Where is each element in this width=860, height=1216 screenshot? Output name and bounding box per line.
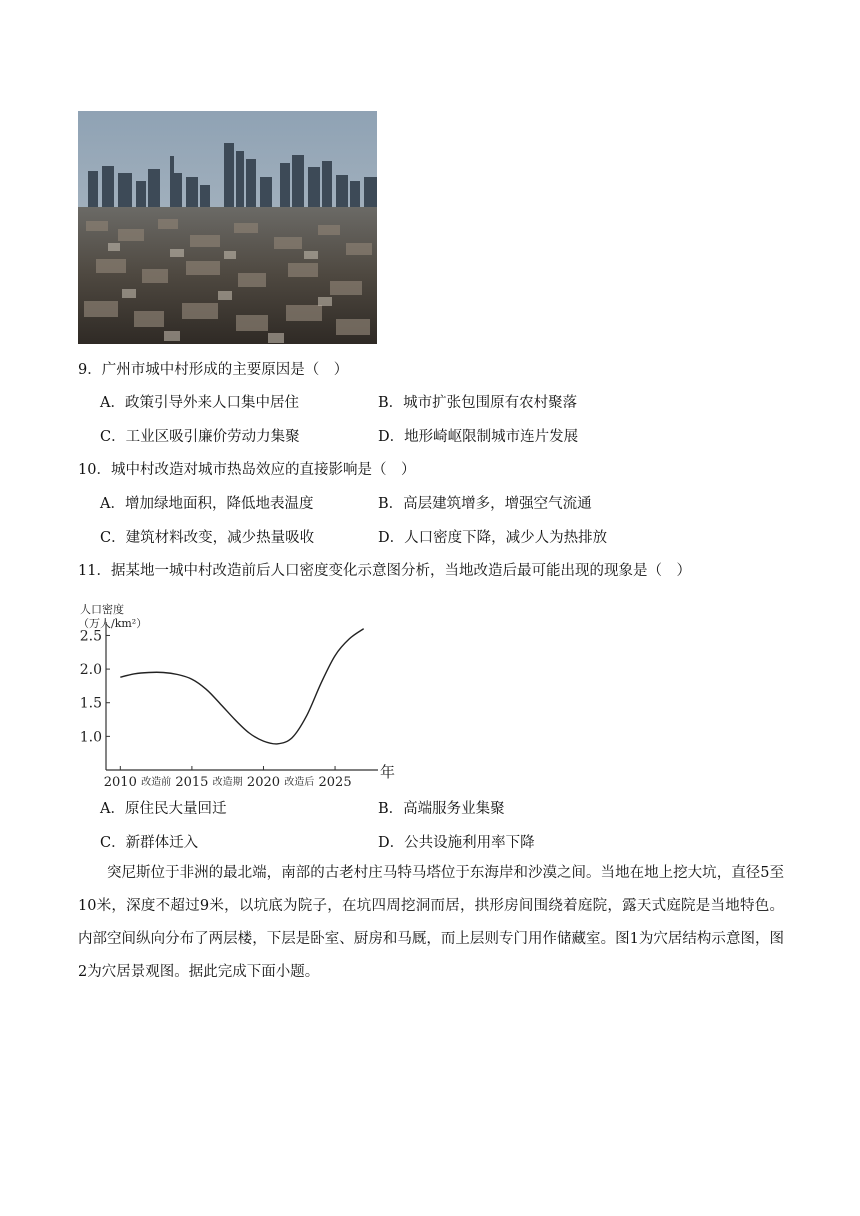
question-11-stem: 11．据某地一城中村改造前后人口密度变化示意图分析，当地改造后最可能出现的现象是（ ） [78,563,691,579]
chart-xtick-label: 2020 [246,775,281,790]
question-9-option-b[interactable]: B．城市扩张包围原有农村聚落 [378,395,578,411]
chart-ytick-label: 1.0 [79,729,102,746]
passage-paragraph: 突尼斯位于非洲的最北端，南部的古老村庄马特马塔位于东海岸和沙漠之间。当地在地上挖大坑，直径5至10米，深度不超过9米，以坑底为院子，在坑四周挖洞而居，拱形房间围绕着庭院，露天式庭院是当地特色。内部空间纵向分布了两层楼，下层是卧室、厨房和马厩，而上层则专门用作储藏室。图1为穴居结构示意图，图2为穴居景观图。据此完成下面小题。 [78,865,784,980]
chart-ytick-label: 2.0 [79,662,102,679]
chart-ylabel: 人口密度 [80,603,124,616]
question-10-option-c[interactable]: C．建筑材料改变，减少热量吸收 [100,530,315,546]
chart-xtick-label: 2010 [103,775,137,790]
chart-ytick-label: 2.5 [79,628,102,645]
question-9-option-a[interactable]: A．政策引导外来人口集中居住 [100,395,299,411]
chart-series [120,629,363,744]
question-11-option-a[interactable]: A．原住民大量回迁 [100,801,227,817]
chart-period-label: 改造前 [141,777,172,788]
chart-axes [106,622,378,770]
question-9-stem: 9．广州市城中村形成的主要原因是（ ） [78,362,349,378]
question-11-option-b[interactable]: B．高端服务业集聚 [378,801,505,817]
question-11-option-c[interactable]: C．新群体迁入 [100,835,199,851]
city-skyline-photo [78,111,377,344]
population-density-chart [78,600,408,790]
chart-xtick-label: 2025 [318,775,352,790]
chart-period-label: 改造后 [284,777,315,788]
chart-xtick-label: 2015 [175,775,209,790]
chart-ytick-label: 1.5 [79,695,102,712]
question-10-stem: 10．城中村改造对城市热岛效应的直接影响是（ ） [78,462,416,478]
question-10-option-b[interactable]: B．高层建筑增多，增强空气流通 [378,496,592,512]
chart-density-line [120,629,363,744]
question-10-option-d[interactable]: D．人口密度下降，减少人为热排放 [378,530,608,546]
chart-period-label: 改造期 [212,777,243,788]
question-9-option-d[interactable]: D．地形崎岖限制城市连片发展 [378,429,579,445]
question-10-option-a[interactable]: A．增加绿地面积，降低地表温度 [100,496,314,512]
question-9-option-c[interactable]: C．工业区吸引廉价劳动力集聚 [100,429,300,445]
question-11-option-d[interactable]: D．公共设施利用率下降 [378,835,535,851]
chart-yunit: （万人/km²） [78,617,148,630]
chart-xlabel: 年 [380,763,396,781]
